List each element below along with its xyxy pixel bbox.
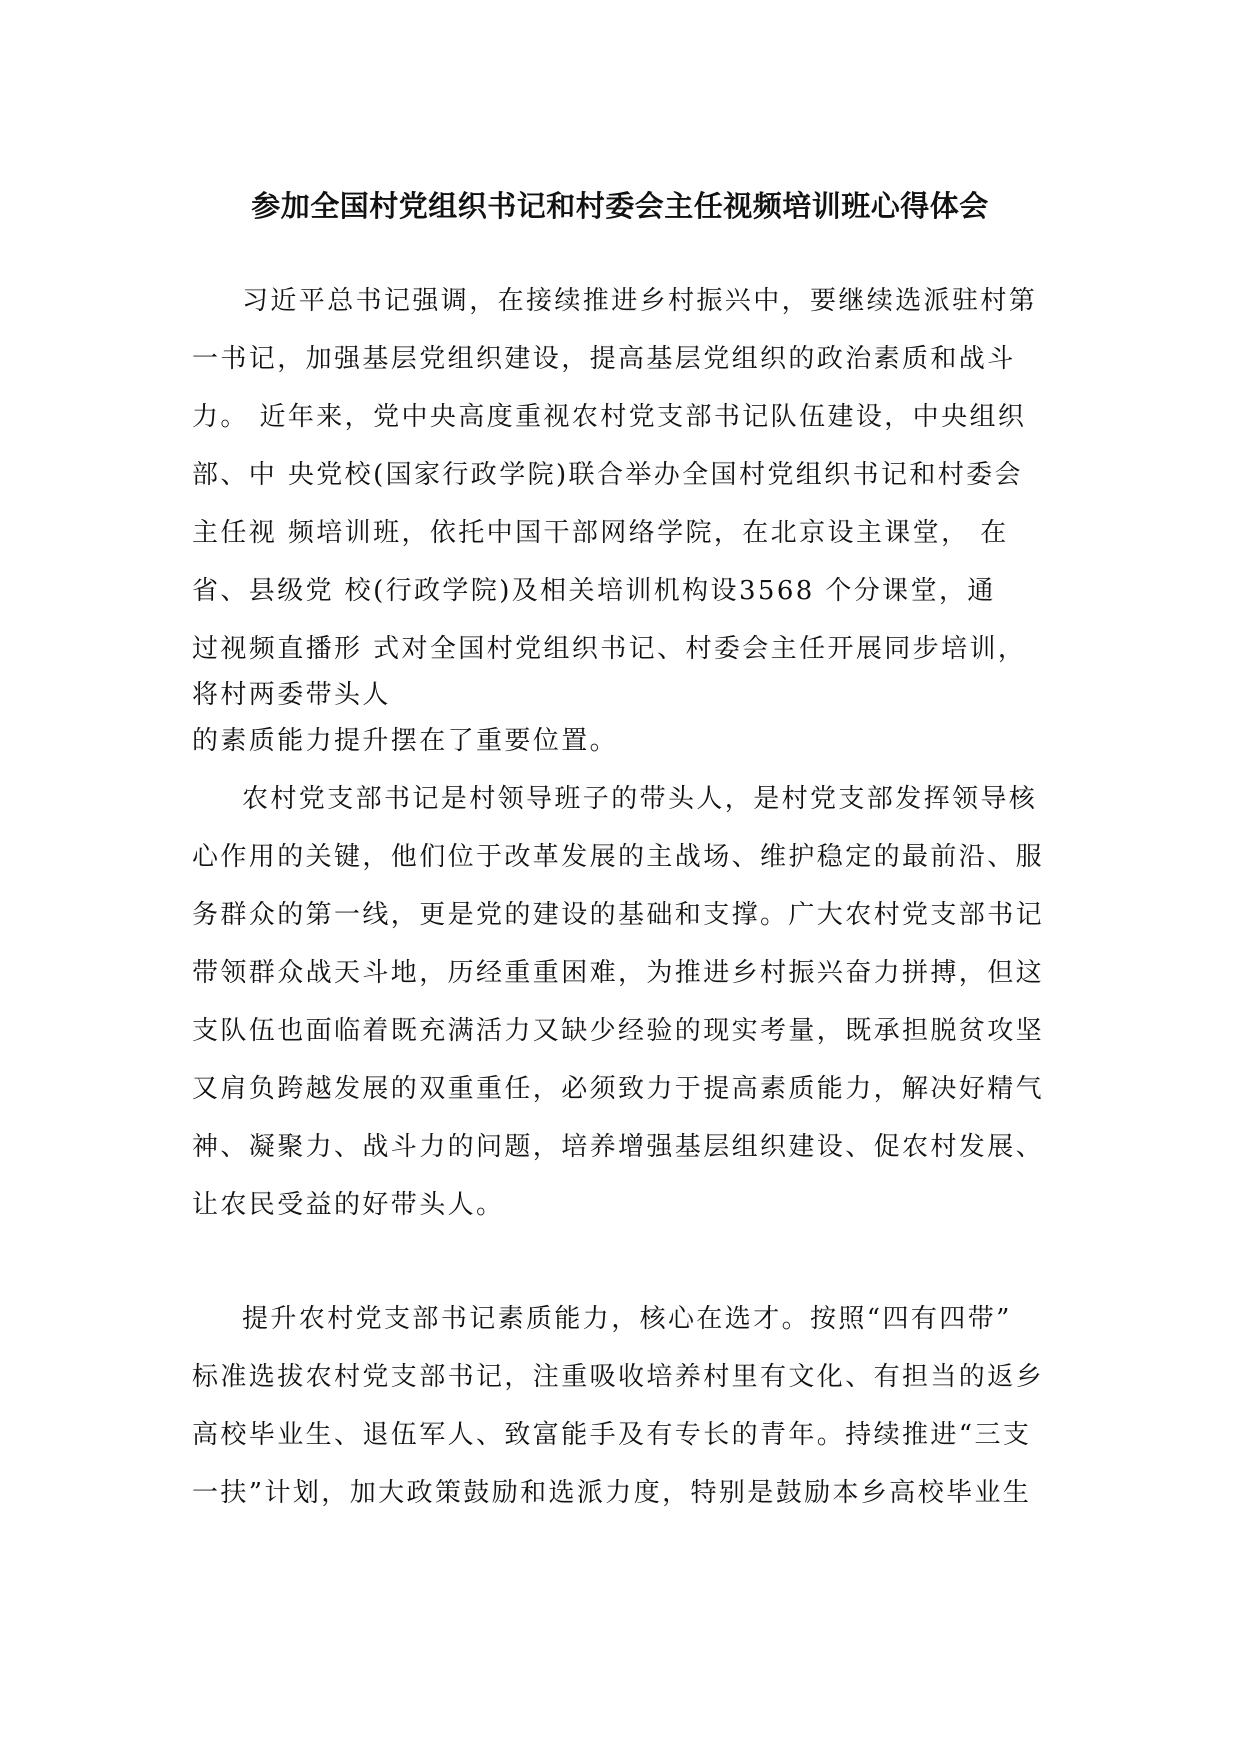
paragraph-line: 又肩负跨越发展的双重重任，必须致力于提高素质能力，解决好精气 [192,1074,1045,1104]
paragraph-line: 省、县级党 校(行政学院)及相关培训机构设3568 个分课堂，通 [192,576,996,606]
paragraph-line: 带领群众战天斗地，历经重重困难，为推进乡村振兴奋力拼搏，但这 [192,958,1045,988]
paragraph-line: 主任视 频培训班，依托中国干部网络学院，在北京设主课堂， 在 [192,518,1009,548]
paragraph-line: 一书记，加强基层党组织建设，提高基层党组织的政治素质和战斗 [192,344,1016,374]
paragraph-line: 农村党支部书记是村领导班子的带头人，是村党支部发挥领导核 [242,784,1038,814]
paragraph-line: 力。 近年来，党中央高度重视农村党支部书记队伍建设，中央组织 [192,402,1027,432]
paragraph-line: 将村两委带头人 [192,680,391,710]
paragraph-line: 让农民受益的好带头人。 [192,1190,505,1220]
paragraph-line: 高校毕业生、退伍军人、致富能手及有专长的青年。持续推进“三支 [192,1420,1032,1450]
paragraph-line: 务群众的第一线，更是党的建设的基础和支撑。广大农村党支部书记 [192,900,1045,930]
paragraph-line: 习近平总书记强调，在接续推进乡村振兴中，要继续选派驻村第 [242,286,1038,316]
paragraph-line: 部、中 央党校(国家行政学院)联合举办全国村党组织书记和村委会 [192,460,1023,490]
paragraph-1 [192,272,1052,770]
document-title: 参加全国村党组织书记和村委会主任视频培训班心得体会 [251,189,989,223]
paragraph-line: 提升农村党支部书记素质能力，核心在选才。按照“四有四带” [242,1304,1012,1334]
paragraph-line: 标准选拔农村党支部书记，注重吸收培养村里有文化、有担当的返乡 [192,1362,1045,1392]
paragraph-line: 的素质能力提升摆在了重要位置。 [192,726,619,756]
paragraph-line: 一扶”计划，加大政策鼓励和选派力度，特别是鼓励本乡高校毕业生 [192,1478,1032,1508]
paragraph-line: 心作用的关键，他们位于改革发展的主战场、维护稳定的最前沿、服 [192,842,1045,872]
paragraph-3 [192,1290,1052,1522]
paragraph-2 [192,770,1052,1234]
paragraph-line: 过视频直播形 式对全国村党组织书记、村委会主任开展同步培训， [192,634,1027,664]
paragraph-line: 支队伍也面临着既充满活力又缺少经验的现实考量，既承担脱贫攻坚 [192,1016,1045,1046]
paragraph-line: 神、凝聚力、战斗力的问题，培养增强基层组织建设、促农村发展、 [192,1132,1045,1162]
